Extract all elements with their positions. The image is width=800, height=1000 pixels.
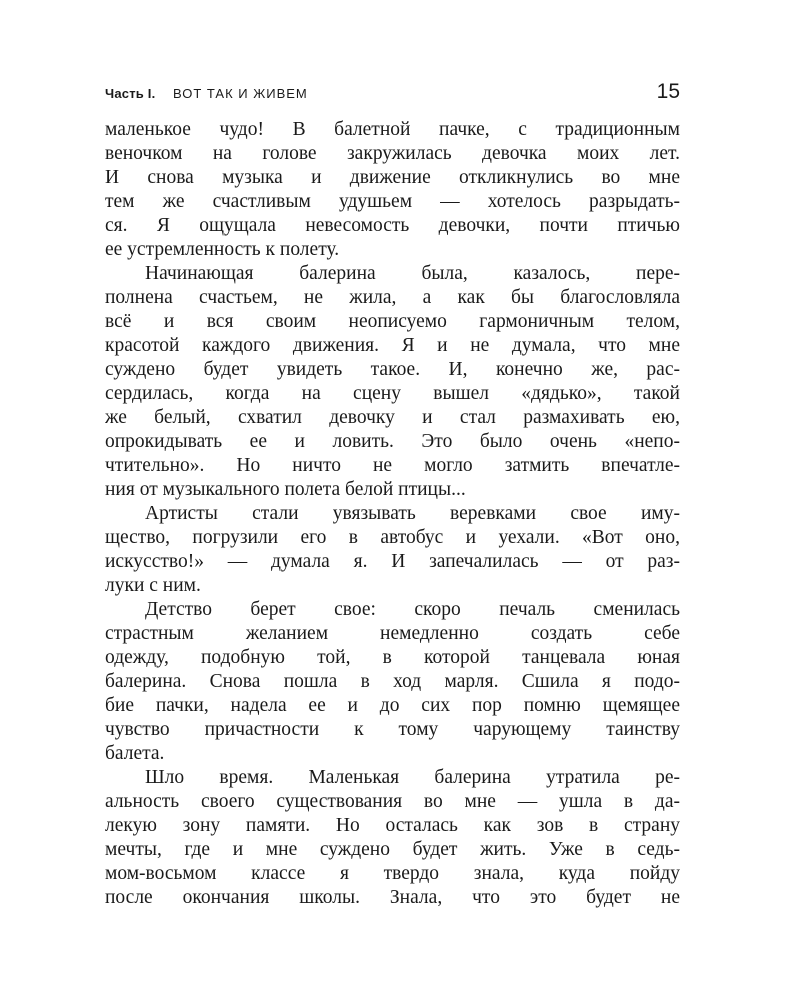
- text-line: чувство причастности к тому чарующему таинству: [105, 719, 680, 740]
- text-line: мечты, где и мне суждено будет жить. Уже в седь-: [105, 839, 680, 860]
- text-line: ее устремленность к полету.: [105, 239, 340, 260]
- text-line: балерина. Снова пошла в ход марля. Сшила я подо-: [105, 671, 680, 692]
- text-line: тем же счастливым удушьем — хотелось разрыдать-: [105, 191, 680, 212]
- text-line: мом-восьмом классе я твердо знала, куда пойду: [105, 863, 680, 884]
- text-line: всё и вся своим неописуемо гармоничным телом,: [105, 311, 680, 332]
- text-line: альность своего существования во мне — ушла в да-: [105, 791, 680, 812]
- running-head: [105, 80, 680, 104]
- text-line: ся. Я ощущала невесомость девочки, почти птичью: [105, 215, 680, 236]
- text-line: чтительно». Но ничто не могло затмить впечатле-: [105, 455, 680, 476]
- text-line: страстным желанием немедленно создать себе: [105, 623, 680, 644]
- text-line: после окончания школы. Знала, что это будет не: [105, 887, 680, 908]
- text-line: балета.: [105, 743, 165, 764]
- text-line: Детство берет свое: скоро печаль сменилась: [145, 599, 680, 620]
- text-line: одежду, подобную той, в которой танцевала юная: [105, 647, 680, 668]
- text-line: ния от музыкального полета белой птицы...: [105, 479, 466, 500]
- text-line: Шло время. Маленькая балерина утратила ре-: [145, 767, 680, 788]
- body-text: [105, 118, 680, 910]
- text-line: суждено будет увидеть такое. И, конечно же, рас-: [105, 359, 680, 380]
- text-line: луки с ним.: [105, 575, 201, 596]
- text-line: щество, погрузили его в автобус и уехали. «Вот оно,: [105, 527, 680, 548]
- text-line: И снова музыка и движение откликнулись во мне: [105, 167, 680, 188]
- text-line: бие пачки, надела ее и до сих пор помню щемящее: [105, 695, 680, 716]
- text-line: искусство!» — думала я. И запечалилась — от раз-: [105, 551, 680, 572]
- text-line: же белый, схватил девочку и стал размахивать ею,: [105, 407, 680, 428]
- part-label: Часть I.: [105, 86, 156, 101]
- text-line: Начинающая балерина была, казалось, пере-: [145, 263, 680, 284]
- section-title: ВОТ ТАК И ЖИВЕМ: [173, 86, 308, 101]
- text-line: сердилась, когда на сцену вышел «дядько», такой: [105, 383, 680, 404]
- text-line: опрокидывать ее и ловить. Это было очень «непо-: [105, 431, 680, 452]
- text-line: полнена счастьем, не жила, а как бы благословляла: [105, 287, 680, 308]
- text-line: Артисты стали увязывать веревками свое иму-: [145, 503, 680, 524]
- page-number: 15: [656, 80, 680, 103]
- text-line: маленькое чудо! В балетной пачке, с традиционным: [105, 119, 680, 140]
- text-line: красотой каждого движения. Я и не думала, что мне: [105, 335, 680, 356]
- text-line: лекую зону памяти. Но осталась как зов в страну: [105, 815, 680, 836]
- text-line: веночком на голове закружилась девочка моих лет.: [105, 143, 680, 164]
